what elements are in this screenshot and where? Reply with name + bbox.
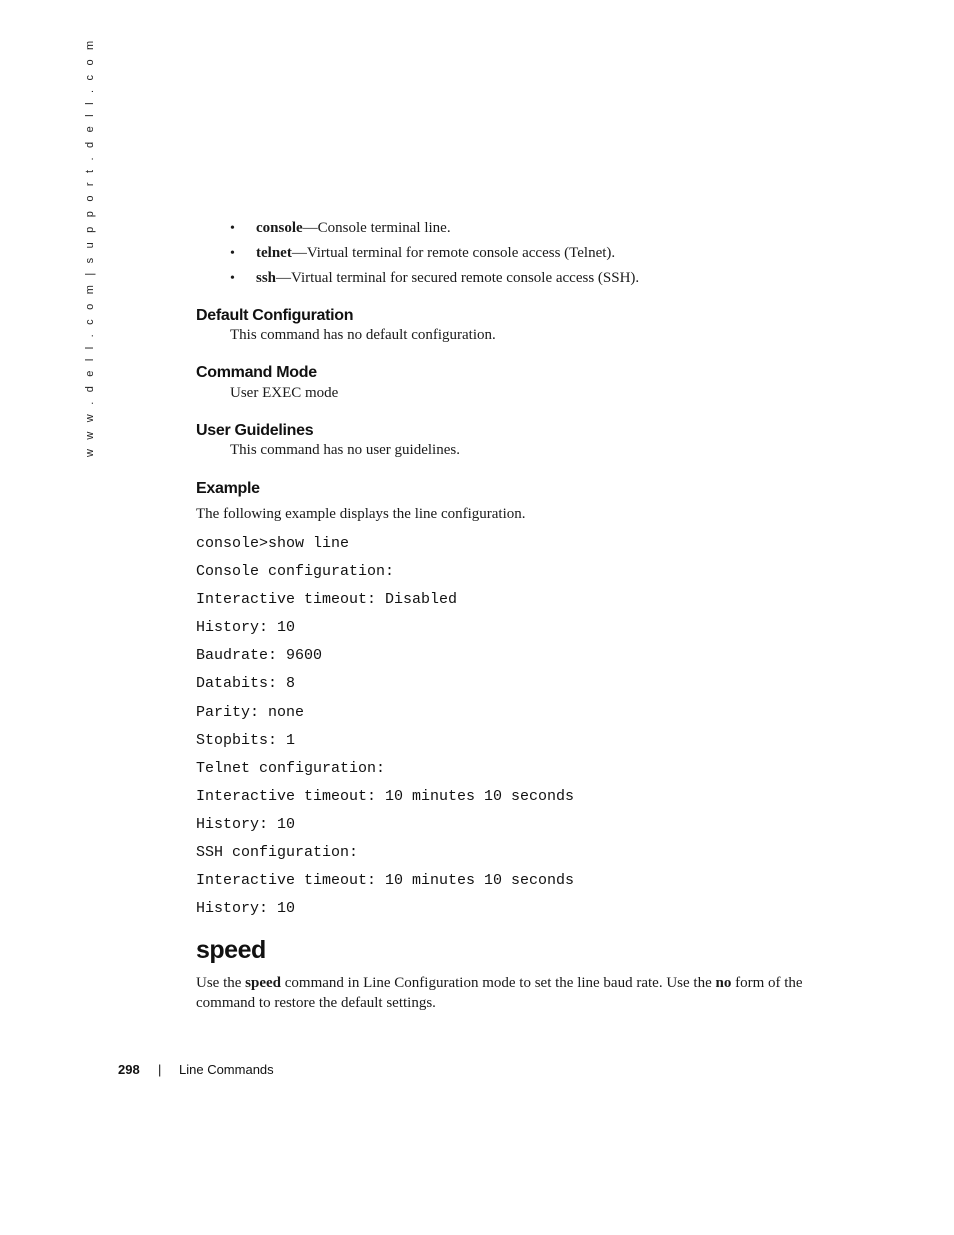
list-item (230, 218, 639, 243)
code-line: Databits: 8 (196, 675, 296, 693)
default-configuration-heading: Default Configuration (196, 307, 354, 324)
line-type-list (230, 218, 639, 293)
bullet-icon: • (230, 271, 235, 286)
list-item-desc: —Console terminal line. (302, 220, 451, 236)
list-item-term: console (256, 220, 303, 236)
code-line: History: 10 (196, 900, 296, 918)
command-mode-text: User EXEC mode (230, 385, 339, 401)
speed-description-part: command in Line Configuration mode to set the line baud rate. Use the (281, 975, 716, 991)
user-guidelines-text: This command has no user guidelines. (230, 442, 460, 458)
list-item-desc: —Virtual terminal for remote console access (Telnet). (291, 245, 616, 261)
bullet-icon: • (230, 221, 235, 236)
list-item-term: ssh (256, 270, 277, 286)
speed-description-part: Use the (196, 975, 246, 991)
code-line: History: 10 (196, 619, 296, 637)
bullet-icon: • (230, 246, 235, 261)
footer-separator: | (158, 1062, 162, 1077)
example-heading: Example (196, 480, 260, 497)
code-line: Parity: none (196, 703, 305, 721)
code-line: SSH configuration: (196, 844, 359, 862)
code-line: console>show line (196, 535, 350, 552)
code-line: Telnet configuration: (196, 759, 386, 777)
no-form-keyword: no (715, 975, 732, 991)
speed-section-title: speed (196, 936, 266, 964)
code-line: Stopbits: 1 (196, 731, 296, 749)
command-mode-heading: Command Mode (196, 364, 317, 381)
side-website-url: w w w . d e l l . c o m | s u p p o r t . d e l l . c o m (84, 37, 96, 457)
list-item (230, 243, 639, 268)
code-line: Interactive timeout: 10 minutes 10 seconds (196, 787, 575, 805)
code-line: Interactive timeout: 10 minutes 10 seconds (196, 872, 575, 890)
speed-description (196, 974, 826, 1013)
list-item (230, 268, 639, 293)
code-line: Interactive timeout: Disabled (196, 591, 458, 609)
list-item-term: telnet (256, 245, 292, 261)
code-line: Console configuration: (196, 563, 395, 581)
code-line: History: 10 (196, 815, 296, 833)
speed-description-part: form of the command to restore the default settings. (196, 975, 803, 1011)
user-guidelines-heading: User Guidelines (196, 422, 314, 439)
code-line: Baudrate: 9600 (196, 647, 323, 665)
default-configuration-text: This command has no default configuration. (230, 327, 496, 343)
list-item-desc: —Virtual terminal for secured remote console access (SSH). (276, 270, 640, 286)
chapter-title: Line Commands (179, 1062, 274, 1077)
page-number: 298 (118, 1062, 140, 1077)
example-text: The following example displays the line configuration. (196, 506, 526, 522)
code-example (196, 534, 574, 927)
speed-command-name: speed (245, 975, 281, 991)
